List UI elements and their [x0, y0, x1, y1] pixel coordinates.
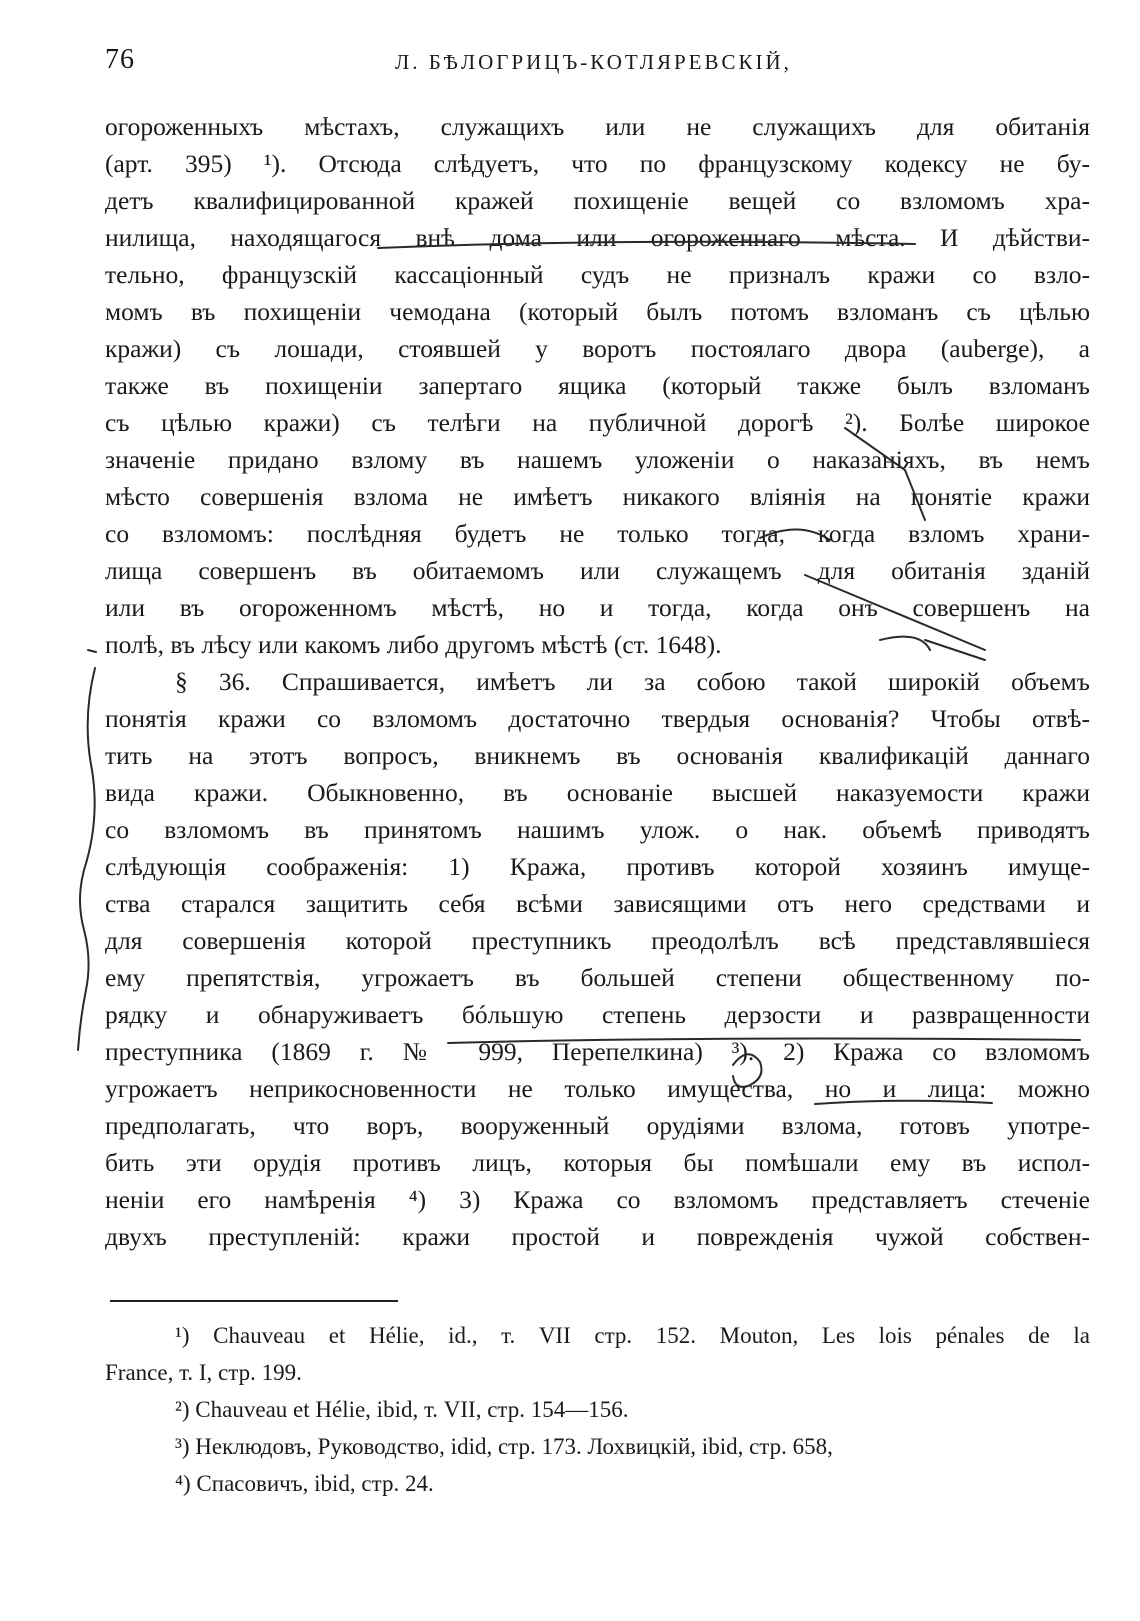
page-header	[105, 44, 1090, 84]
text-line: кражи) съ лошади, стоявшей у воротъ постоялаго двора (auberge), а	[105, 334, 1090, 363]
text-line: лища совершенъ въ обитаемомъ или служащемъ для обитанія зданій	[105, 556, 1090, 585]
pencil-margin-mark	[88, 650, 96, 652]
page-number: 76	[105, 44, 135, 75]
footnote: ³) Неклюдовъ, Руководство, idid, стр. 173. Лохвицкій, ibid, стр. 658,	[175, 1434, 833, 1459]
text-line: слѣдующія соображенія: 1) Кража, противъ которой хозяинъ имуще-	[105, 852, 1090, 881]
text-line: со взломомъ: послѣдняя будетъ не только тогда, когда взломъ храни-	[105, 519, 1090, 548]
text-line: тельно, французскій кассаціонный судъ не призналъ кражи со взло-	[105, 260, 1090, 289]
text-line: угрожаетъ неприкосновенности не только имущества, но и лица: можно	[105, 1074, 1090, 1103]
text-line: также въ похищеніи запертаго ящика (который также былъ взломанъ	[105, 371, 1090, 400]
text-line: преступника (1869 г. № 999, Перепелкина) ³). 2) Кража со взломомъ	[105, 1037, 1090, 1066]
text-line: со взломомъ въ принятомъ нашимъ улож. о нак. объемѣ приводятъ	[105, 815, 1090, 844]
text-line: вида кражи. Обыкновенно, въ основаніе высшей наказуемости кражи	[105, 778, 1090, 807]
text-line: неніи его намѣренія ⁴) 3) Кража со взломомъ представляетъ стеченіе	[105, 1185, 1090, 1214]
pencil-margin-bracket	[78, 668, 95, 1050]
text-line: предполагать, что воръ, вооруженный орудіями взлома, готовъ употре-	[105, 1111, 1090, 1140]
text-line: для совершенія которой преступникъ преодолѣлъ всѣ представлявшіеся	[105, 926, 1090, 955]
footnote: ⁴) Спасовичъ, ibid, стр. 24.	[175, 1471, 434, 1496]
text-line: бить эти орудія противъ лицъ, которыя бы помѣшали ему въ испол-	[105, 1148, 1090, 1177]
running-head: Л. БѢЛОГРИЦЪ-КОТЛЯРЕВСКІЙ,	[395, 50, 792, 74]
section-heading-line: § 36. Спрашивается, имѣетъ ли за собою такой широкій объемъ	[175, 667, 1090, 696]
text-line: полѣ, въ лѣсу или какомъ либо другомъ мѣстѣ (ст. 1648).	[105, 630, 722, 659]
text-line: значеніе придано взлому въ нашемъ уложеніи о наказаніяхъ, въ немъ	[105, 445, 1090, 474]
text-line: детъ квалифицированной кражей похищеніе вещей со взломомъ хра-	[105, 186, 1090, 215]
text-line: или въ огороженномъ мѣстѣ, но и тогда, когда онъ совершенъ на	[105, 593, 1090, 622]
footnote-continuation: France, т. I, стр. 199.	[105, 1360, 302, 1385]
footnote: ²) Chauveau et Hélie, ibid, т. VII, стр. 154—156.	[175, 1397, 629, 1422]
text-line: ства старался защитить себя всѣми зависящими отъ него средствами и	[105, 889, 1090, 918]
text-line: понятія кражи со взломомъ достаточно твердыя основанія? Чтобы отвѣ-	[105, 704, 1090, 733]
text-line: рядку и обнаруживаетъ бóльшую степень дерзости и развращенности	[105, 1000, 1090, 1029]
footnote: ¹) Chauveau et Hélie, id., т. VII стр. 152. Mouton, Les lois pénales de la	[175, 1323, 1090, 1348]
text-line: тить на этотъ вопросъ, вникнемъ въ основанія квалификацій даннаго	[105, 741, 1090, 770]
text-line: огороженныхъ мѣстахъ, служащихъ или не служащихъ для обитанія	[105, 112, 1090, 141]
text-line: двухъ преступленій: кражи простой и поврежденія чужой собствен-	[105, 1222, 1090, 1251]
text-line: мѣсто совершенія взлома не имѣетъ никакого вліянія на понятіе кражи	[105, 482, 1090, 511]
text-line: съ цѣлью кражи) съ телѣги на публичной дорогѣ ²). Болѣе широкое	[105, 408, 1090, 437]
footnotes	[105, 1317, 1090, 1502]
text-line: нилища, находящагося внѣ дома или огороженнаго мѣста. И дѣйстви-	[105, 223, 1090, 252]
text-line: момъ въ похищеніи чемодана (который былъ потомъ взломанъ съ цѣлью	[105, 297, 1090, 326]
text-line: (арт. 395) ¹). Отсюда слѣдуетъ, что по французскому кодексу не бу-	[105, 149, 1090, 178]
text-line: ему препятствія, угрожаетъ въ большей степени общественному по-	[105, 963, 1090, 992]
footnote-divider	[110, 1300, 398, 1302]
body-text	[105, 108, 1090, 1255]
